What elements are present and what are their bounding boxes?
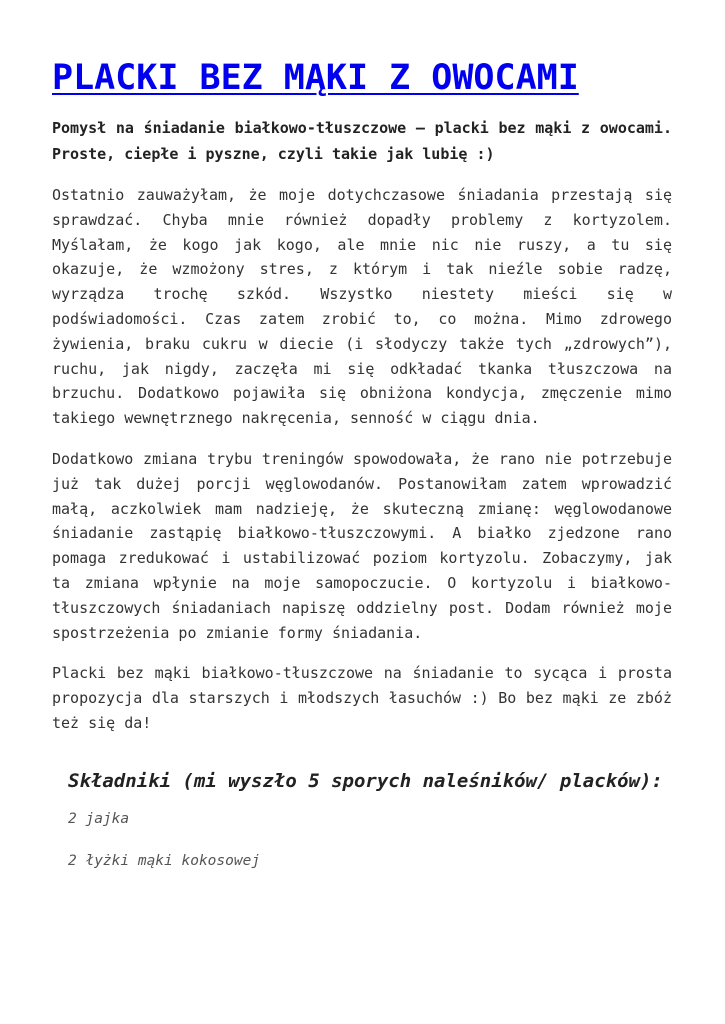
article-title-link[interactable]: PLACKI BEZ MĄKI Z OWOCAMI — [52, 58, 579, 98]
ingredients-heading: Składniki (mi wyszło 5 sporych naleśników/ placków): — [68, 769, 663, 792]
article-paragraph-1: Ostatnio zauważyłam, że moje dotychczasowe śniadania przestają się sprawdzać. Chyba mnie również dopadły problemy z kortyzolem. Myślałam, że kogo jak kogo, ale mnie nic nie ruszy, a tu się okazuje, że wzmożony stres, z którym i tak nieźle sobie radzę, wyrządza trochę szkód. Wszystko niestety mieści się w podświadomości. Czas zatem zrobić to, co można. Mimo zdrowego żywienia, braku cukru w diecie (i słodyczy także tych „zdrowych”), ruchu, jak nigdy, zaczęła mi się odkładać tkanka tłuszczowa na brzuchu. Dodatkowo pojawiła się obniżona kondycja, zmęczenie mimo takiego wewnętrznego nakręcenia, senność w ciągu dnia. — [52, 186, 672, 428]
ingredients-section — [68, 767, 672, 871]
ingredient-item: 2 jajka — [68, 810, 130, 827]
ingredients-list — [68, 809, 672, 871]
article-paragraph-3: Placki bez mąki białkowo-tłuszczowe na śniadanie to sycąca i prosta propozycja dla starszych i młodszych łasuchów :) Bo bez mąki ze zbóż też się da! — [52, 664, 672, 732]
article-lead: Pomysł na śniadanie białkowo-tłuszczowe – placki bez mąki z owocami. Proste, ciepłe i pyszne, czyli takie jak lubię :) — [52, 119, 672, 163]
article-paragraph-2: Dodatkowo zmiana trybu treningów spowodowała, że rano nie potrzebuje już tak dużej porcji węglowodanów. Postanowiłam zatem wprowadzić małą, aczkolwiek mam nadzieję, że skuteczną zmianę: węglowodanowe śniadanie zastąpię białkowo-tłuszczowymi. A białko zjedzone rano pomaga zredukować i ustabilizować poziom kortyzolu. Zobaczymy, jak ta zmiana wpłynie na moje samopoczucie. O kortyzolu i białkowo-tłuszczowych śniadaniach napiszę oddzielny post. Dodam również moje spostrzeżenia po zmianie formy śniadania. — [52, 449, 672, 642]
article — [52, 55, 672, 893]
ingredient-item: 2 łyżki mąki kokosowej — [68, 852, 261, 869]
